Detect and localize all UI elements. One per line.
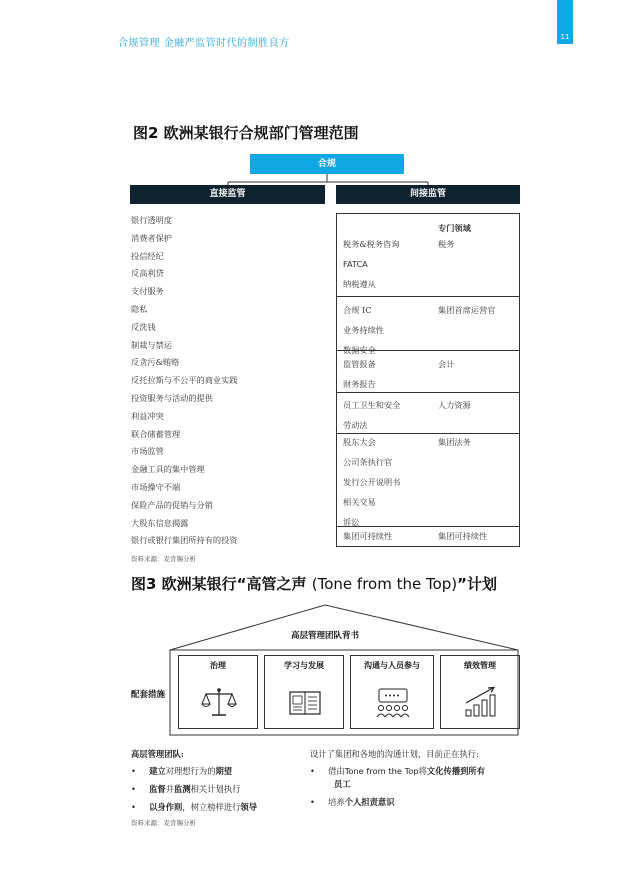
list-item: 市场监管: [131, 446, 164, 457]
list-item: 反高利贷: [131, 268, 164, 279]
indirect-group-legal: 股东大会 集团法务 公司条执行官 发行公开说明书 相关交易 诉讼: [343, 437, 471, 527]
list-item: 保险产品的促销与分销: [131, 499, 213, 510]
list-item: 反洗钱: [131, 321, 156, 332]
list-item: 投信经纪: [131, 250, 164, 261]
right-bullet-2: • 培养个人担责意识: [310, 797, 395, 807]
left-bullet-2: • 监督并监测相关计划执行: [131, 784, 241, 794]
list-item: 反贪污&贿赂: [131, 357, 180, 368]
list-item: 市场操守不端: [131, 481, 181, 492]
left-bullet-1: • 建立对理想行为的期望: [131, 766, 233, 776]
fig2-source: 资料来源：麦肯锡分析: [131, 555, 196, 563]
list-item: 大股东信息揭露: [131, 517, 189, 528]
list-item: 联合储蓄管理: [131, 428, 181, 439]
indirect-group-tax: 税务&税务咨询 税务 FATCA 纳税遵从: [343, 239, 455, 289]
book-icon: [287, 686, 323, 720]
page-number: 11: [560, 33, 570, 41]
list-item: 隐私: [131, 303, 148, 314]
indirect-group-sustainability: 集团可持续性 集团可持续性: [343, 531, 488, 541]
indirect-group-accounting: 监管报备 会计 财务报告: [343, 359, 455, 389]
pillar-communication: 沟通与人员参与: [350, 655, 434, 729]
left-heading: 高层管理团队:: [131, 749, 184, 759]
running-header: 合规管理 金融严监管时代的制胜良方: [118, 38, 290, 49]
roof-label: 高层管理团队背书: [290, 631, 359, 641]
list-item: 银行透明度: [131, 215, 172, 225]
indirect-supervision-header: 间接监管: [336, 185, 520, 204]
list-item: 利益冲突: [131, 410, 164, 421]
pillar-learning: 学习与发展: [264, 655, 344, 729]
list-item: 金融工具的集中管理: [131, 464, 205, 475]
pillar-governance: 治理: [178, 655, 258, 729]
compliance-box: 合规: [250, 154, 404, 174]
pillar-performance: 绩效管理: [440, 655, 520, 729]
right-bullet-1: • 借由Tone from the Top将文化传播到所有: [310, 766, 486, 776]
right-bullet-1-cont: 员工: [334, 779, 351, 789]
meeting-icon: [373, 686, 413, 720]
indirect-group-coo: 合规 IC 集团首席运营官 业务持续性 数据安全: [343, 305, 496, 355]
list-item: 制裁与禁运: [131, 339, 172, 350]
growth-chart-icon: [463, 686, 499, 720]
list-item: 银行或银行集团所持有的投资: [131, 535, 238, 546]
fig3-source: 资料来源：麦肯锡分析: [131, 819, 196, 827]
list-item: 消费者保护: [131, 232, 172, 243]
left-bullet-3: • 以身作则，树立榜样进行领导: [131, 802, 257, 812]
list-item: 支付服务: [131, 286, 164, 297]
list-item: 反托拉斯与不公平的商业实践: [131, 375, 238, 386]
side-label: 配套措施: [131, 690, 166, 700]
fig2-title: 图2 欧洲某银行合规部门管理范围: [133, 124, 359, 142]
fig3-title: 图3 欧洲某银行“高管之声 (Tone from the Top)”计划: [131, 575, 497, 593]
right-intro: 设计了集团和各地的沟通计划，目前正在执行:: [310, 749, 479, 759]
list-item: 投资服务与活动的提供: [131, 392, 213, 403]
special-areas-label: 专门领域: [438, 223, 471, 233]
direct-supervision-header: 直接监管: [130, 185, 325, 204]
indirect-group-hr: 员工卫生和安全 人力资源 劳动法: [343, 400, 471, 430]
scales-icon: [201, 686, 237, 720]
